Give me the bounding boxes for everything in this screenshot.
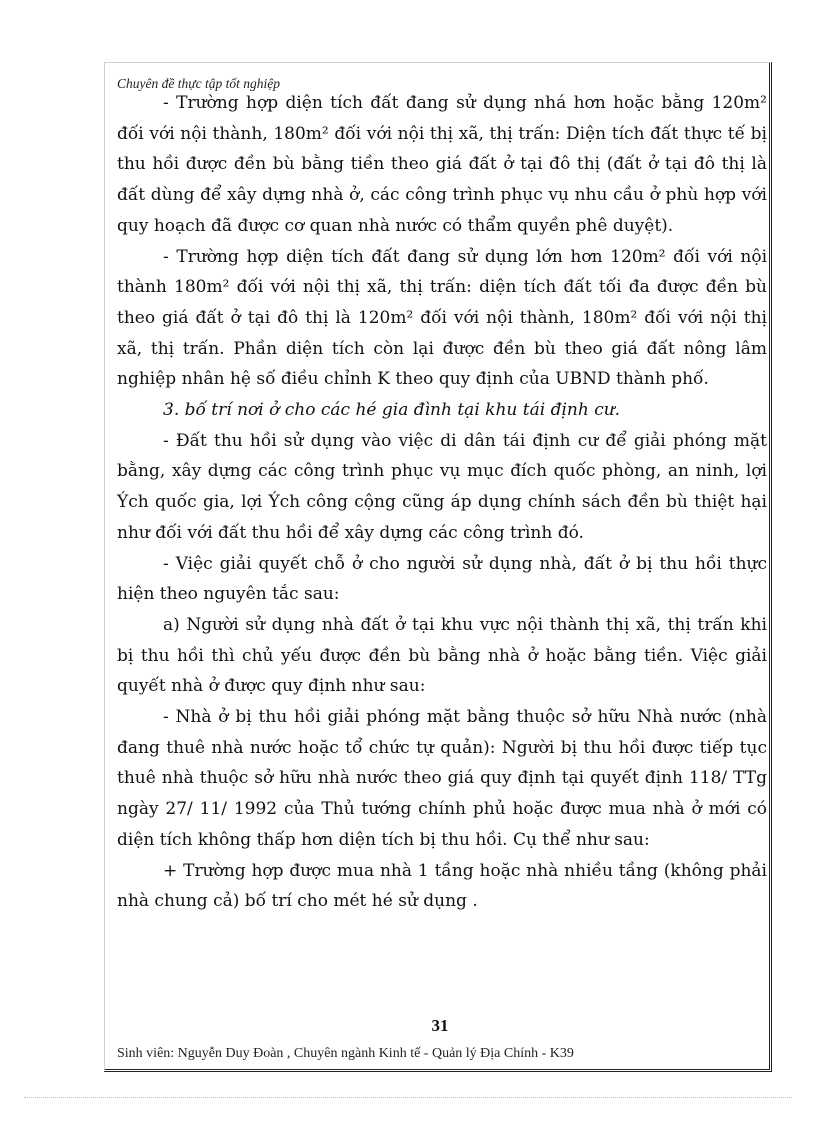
paragraph-3: - Đất thu hồi sử dụng vào việc di dân tái định cư để giải phóng mặt bằng, xây dựng các công trình phục vụ mục đích quốc phòng, an ninh, lợi Ých quốc gia, lợi Ých công cộng cũng áp dụng chính sách đền bù thiệt hại như đối với đất thu hồi để xây dựng các công trình đó. xyxy=(117,430,767,543)
section-heading: 3. bố trí nơi ở cho các hé gia đình tại khu tái định cư. xyxy=(163,400,621,421)
paragraph-6: - Nhà ở bị thu hồi giải phóng mặt bằng thuộc sở hữu Nhà nước (nhà đang thuê nhà nước hoặc tổ chức tự quản): Người bị thu hồi được tiếp tục thuê nhà thuộc sở hữu nhà nước theo giá quy định tại quyết định 118/ TTg ngày 27/ 11/ 1992 của Thủ tướng chính phủ hoặc được mua nhà ở mới có diện tích không thấp hơn diện tích bị thu hồi. Cụ thể như sau: xyxy=(117,707,767,850)
running-header: Chuyên đề thực tập tốt nghiệp xyxy=(117,76,280,91)
paragraph-5: a) Người sử dụng nhà đất ở tại khu vực nội thành thị xã, thị trấn khi bị thu hồi thì chủ yếu được đền bù bằng nhà ở hoặc bằng tiền. Việc giải quyết nhà ở được quy định như sau: xyxy=(117,614,767,697)
paragraph-4: - Việc giải quyết chỗ ở cho người sử dụng nhà, đất ở bị thu hồi thực hiện theo nguyên tắc sau: xyxy=(117,553,767,605)
page-number: 31 xyxy=(431,1016,449,1035)
paragraph-2: - Trường hợp diện tích đất đang sử dụng lớn hơn 120m² đối với nội thành 180m² đối với nội thị xã, thị trấn: diện tích đất tối đa được đền bù theo giá đất ở tại đô thị là 120m² đối với nội thành, 180m² đối với nội thị xã, thị trấn. Phần diện tích còn lại được đền bù theo giá đất nông lâm nghiệp nhân hệ số điều chỉnh K theo quy định của UBND thành phố. xyxy=(117,246,767,390)
document-body xyxy=(117,88,767,917)
paragraph-7: + Trường hợp được mua nhà 1 tầng hoặc nhà nhiều tầng (không phải nhà chung cả) bố trí cho mét hé sử dụng . xyxy=(117,860,767,912)
running-footer: Sinh viên: Nguyễn Duy Đoàn , Chuyên ngành Kinh tế - Quản lý Địa Chính - K39 xyxy=(117,1046,574,1061)
paragraph-1: - Trường hợp diện tích đất đang sử dụng nhá hơn hoặc bằng 120m² đối với nội thành, 180m² đối với nội thị xã, thị trấn: Diện tích đất thực tế bị thu hồi được đền bù bằng tiền theo giá đất ở tại đô thị (đất ở tại đô thị là đất dùng để xây dựng nhà ở, các công trình phục vụ nhu cầu ở phù hợp với quy hoạch đã được cơ quan nhà nước có thẩm quyền phê duyệt). xyxy=(117,93,767,236)
page-edge-divider xyxy=(24,1097,792,1098)
